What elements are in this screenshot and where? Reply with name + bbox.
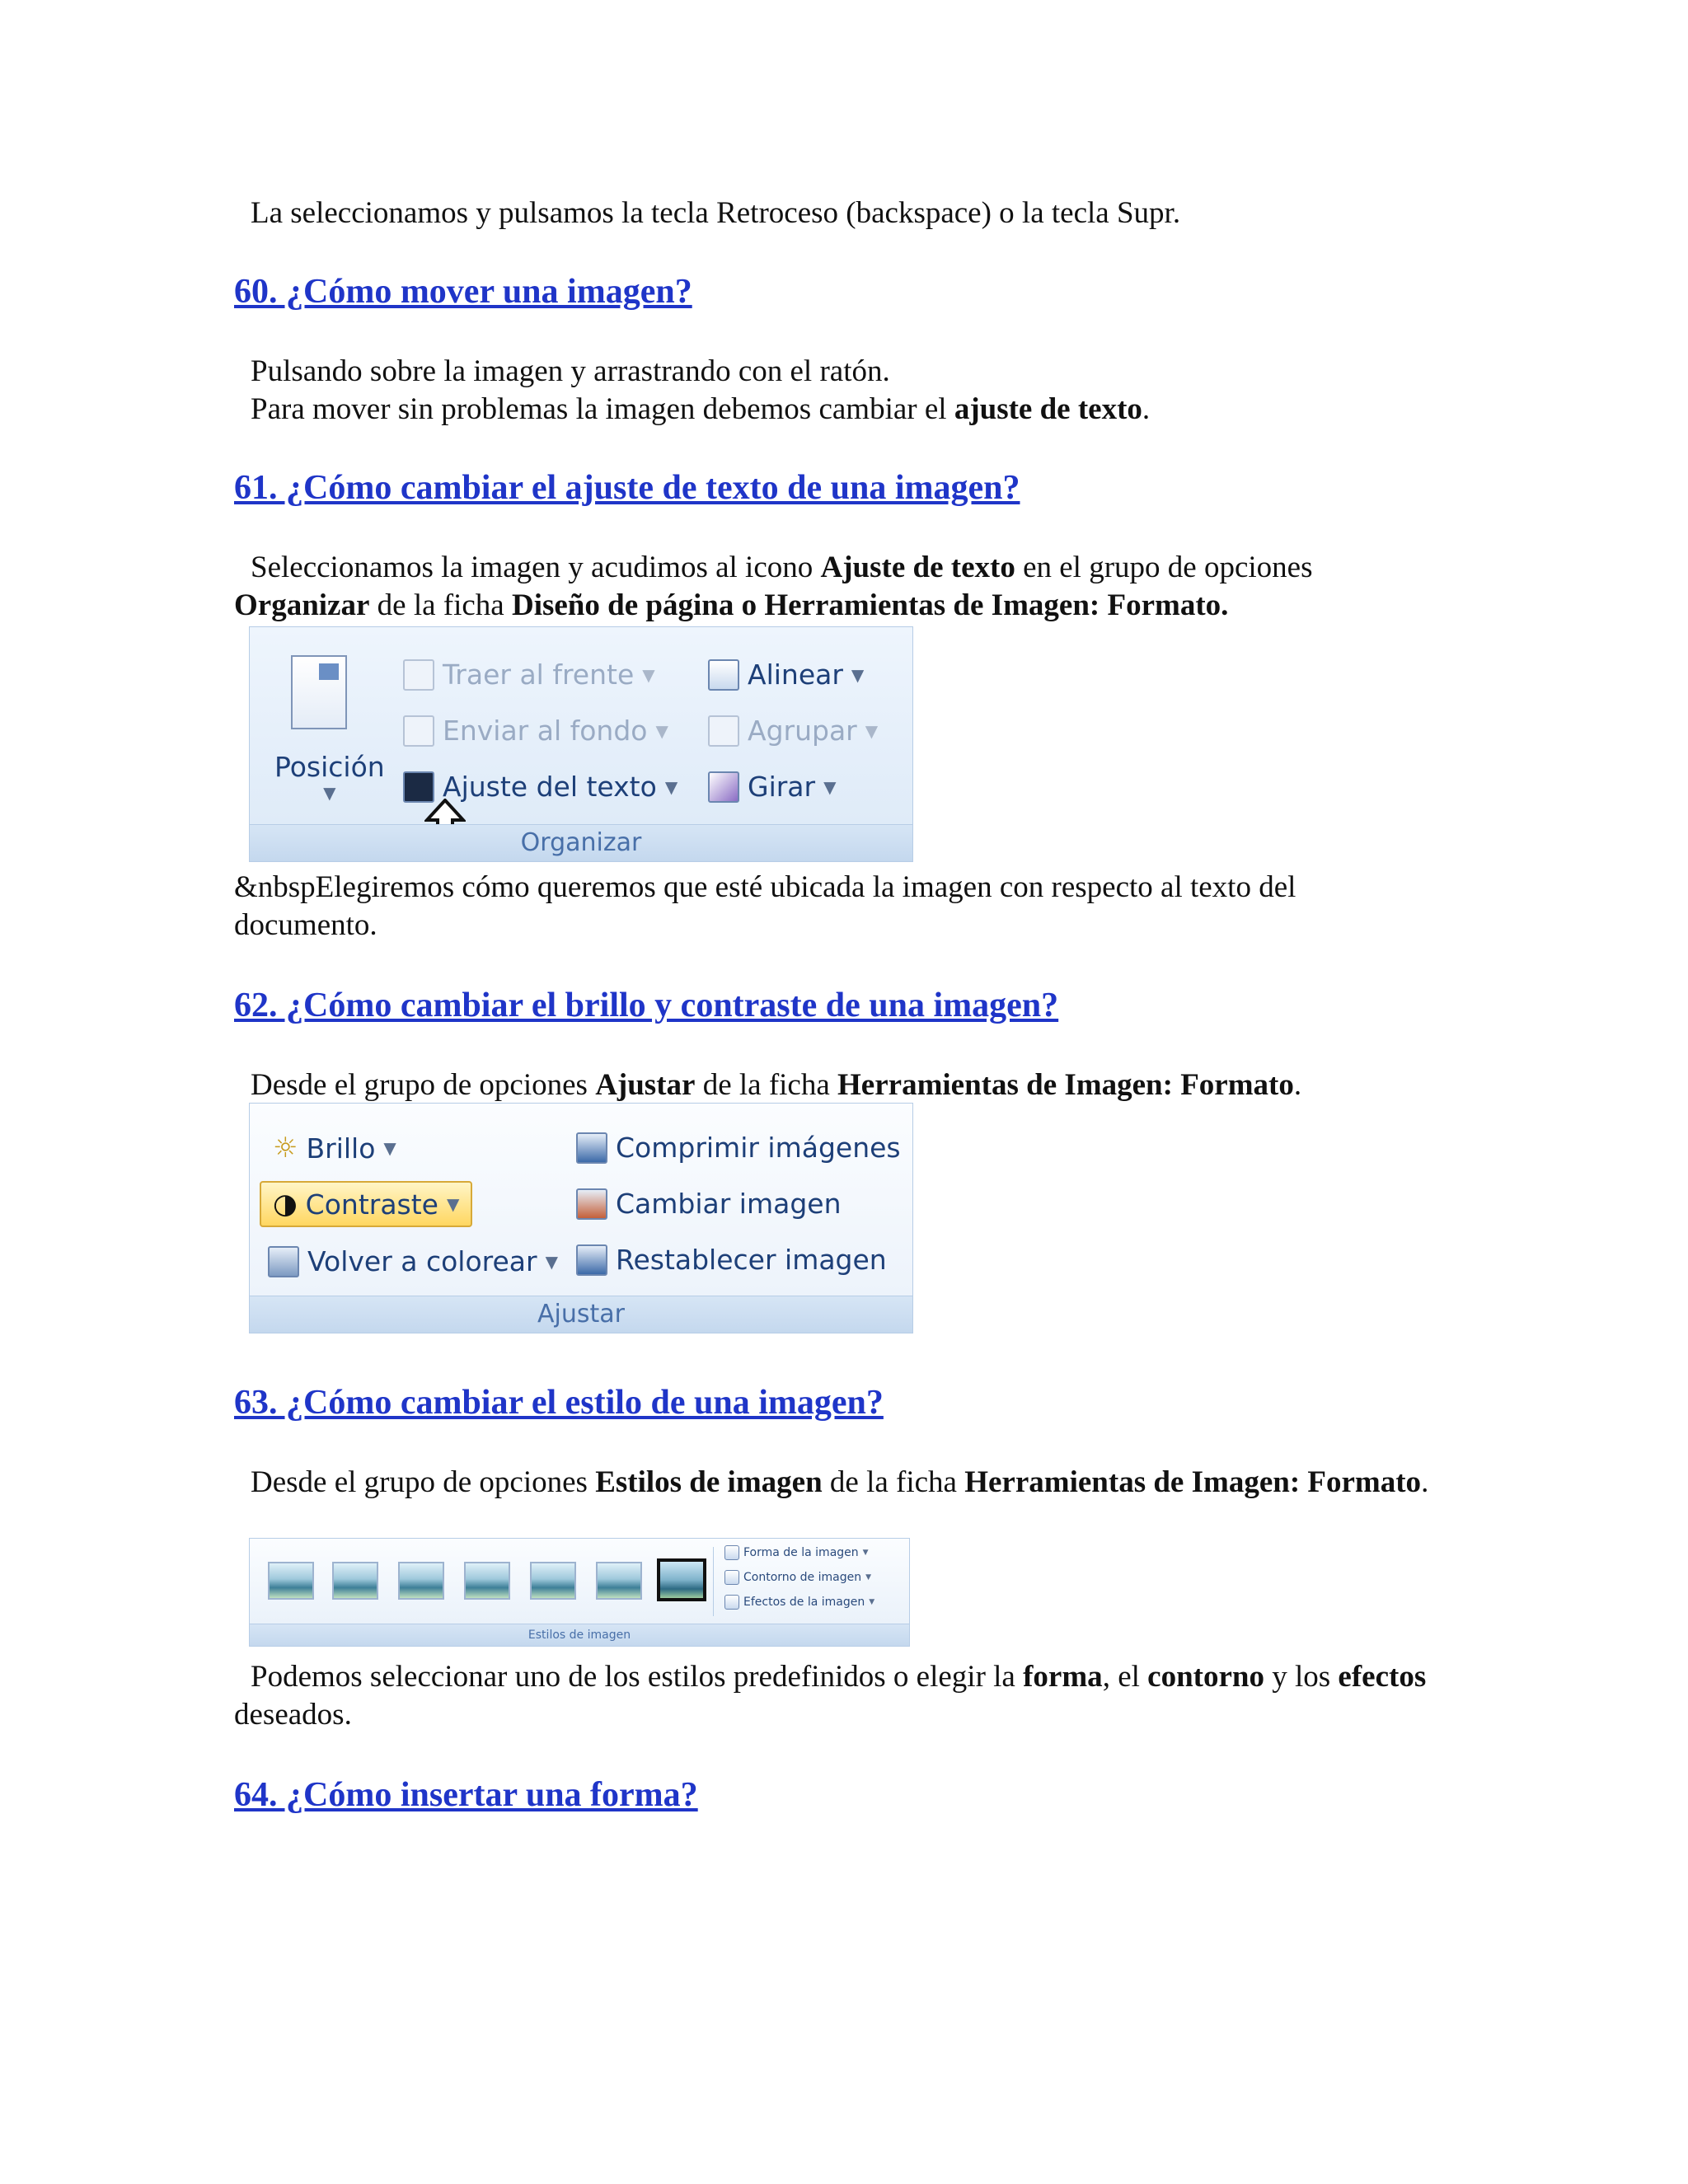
contraste-label: Contraste (305, 1188, 438, 1221)
contrast-icon: ◑ (273, 1188, 298, 1221)
style-thumbnail-selected[interactable] (657, 1558, 706, 1601)
brillo-label: Brillo (306, 1132, 376, 1165)
organizar-group-label: Organizar (250, 824, 912, 861)
heading-62[interactable]: 62. ¿Cómo cambiar el brillo y contraste de una imagen? (234, 987, 1059, 1024)
chevron-down-icon: ▼ (655, 720, 668, 741)
recolor-icon (268, 1246, 299, 1277)
chevron-down-icon: ▼ (545, 1251, 558, 1272)
paragraph-60-line1: Pulsando sobre la imagen y arrastrando con el ratón. (251, 354, 890, 388)
send-backward-icon (403, 715, 434, 747)
style-thumbnail[interactable] (530, 1562, 576, 1600)
enviar-label: Enviar al fondo (443, 715, 648, 747)
ajustar-ribbon-image (249, 1103, 913, 1333)
efectos-label: Efectos de la imagen (743, 1596, 865, 1609)
chevron-down-icon: ▼ (323, 783, 336, 803)
ajuste-label: Ajuste del texto (443, 771, 657, 803)
traer-al-frente-button[interactable] (403, 658, 655, 691)
chevron-down-icon: ▼ (642, 664, 655, 685)
chevron-down-icon: ▼ (869, 1598, 875, 1606)
paragraph-63: Desde el grupo de opciones Estilos de imagen de la ficha Herramientas de Imagen: Formato. (251, 1465, 1429, 1499)
sun-icon: ☼ (273, 1132, 298, 1165)
page-position-icon (291, 655, 347, 729)
style-thumbnail[interactable] (464, 1562, 510, 1600)
volver-a-colorear-button[interactable] (268, 1245, 558, 1277)
style-thumbnail[interactable] (332, 1562, 378, 1600)
estilos-group-label: Estilos de imagen (250, 1624, 909, 1646)
heading-64[interactable]: 64. ¿Cómo insertar una forma? (234, 1776, 698, 1814)
girar-label: Girar (748, 771, 816, 803)
effects-icon (724, 1595, 739, 1610)
cambiar-label: Cambiar imagen (616, 1188, 842, 1220)
heading-61[interactable]: 61. ¿Cómo cambiar el ajuste de texto de una imagen? (234, 469, 1020, 507)
chevron-down-icon: ▼ (862, 1549, 869, 1557)
intro-paragraph: La seleccionamos y pulsamos la tecla Retroceso (backspace) o la tecla Supr. (251, 196, 1181, 230)
paragraph-61-after: &nbspElegiremos cómo queremos que esté ubicada la imagen con respecto al texto del documento. (234, 870, 1296, 942)
comprimir-label: Comprimir imágenes (616, 1132, 901, 1164)
contraste-button[interactable] (260, 1181, 472, 1227)
chevron-down-icon: ▼ (664, 776, 678, 797)
heading-63[interactable]: 63. ¿Cómo cambiar el estilo de una imagen? (234, 1384, 884, 1422)
change-picture-icon (576, 1188, 607, 1220)
shape-icon (724, 1545, 739, 1560)
agrupar-button[interactable] (708, 715, 878, 747)
efectos-de-la-imagen-button[interactable] (724, 1595, 874, 1610)
comprimir-imagenes-button[interactable] (576, 1132, 901, 1164)
posicion-label: Posición (274, 751, 385, 783)
style-thumbnail[interactable] (596, 1562, 642, 1600)
paragraph-62: Desde el grupo de opciones Ajustar de la ficha Herramientas de Imagen: Formato. (251, 1068, 1302, 1102)
paragraph-61: Seleccionamos la imagen y acudimos al icono Ajuste de texto en el grupo de opciones Organizar de la ficha Diseño de página o Herramientas de Imagen: Formato. (234, 551, 1313, 622)
contorno-de-imagen-button[interactable] (724, 1570, 871, 1585)
heading-60[interactable]: 60. ¿Cómo mover una imagen? (234, 273, 692, 311)
volver-label: Volver a colorear (307, 1245, 537, 1277)
paragraph-63-after: Podemos seleccionar uno de los estilos predefinidos o elegir la forma, el contorno y los efectos deseados. (234, 1660, 1427, 1732)
style-thumbnail[interactable] (398, 1562, 444, 1600)
align-icon (708, 659, 739, 691)
chevron-down-icon: ▼ (865, 720, 879, 741)
contorno-label: Contorno de imagen (743, 1571, 862, 1584)
outline-icon (724, 1570, 739, 1585)
reset-picture-icon (576, 1244, 607, 1276)
bring-forward-icon (403, 659, 434, 691)
cambiar-imagen-button[interactable] (576, 1188, 842, 1220)
chevron-down-icon: ▼ (823, 776, 837, 797)
girar-button[interactable] (708, 771, 837, 803)
alinear-button[interactable] (708, 658, 864, 691)
ajustar-group-label: Ajustar (250, 1296, 912, 1333)
enviar-al-fondo-button[interactable] (403, 715, 668, 747)
brillo-button[interactable] (273, 1132, 396, 1165)
organizar-ribbon-image (249, 626, 913, 862)
group-icon (708, 715, 739, 747)
chevron-down-icon: ▼ (851, 664, 865, 685)
forma-de-la-imagen-button[interactable] (724, 1545, 869, 1560)
estilos-ribbon-image (249, 1538, 910, 1647)
rotate-icon (708, 771, 739, 803)
text-wrap-icon (403, 771, 434, 803)
paragraph-60-line2: Para mover sin problemas la imagen debemos cambiar el ajuste de texto. (251, 392, 1151, 426)
restablecer-label: Restablecer imagen (616, 1244, 887, 1276)
compress-icon (576, 1132, 607, 1164)
alinear-label: Alinear (748, 658, 843, 691)
traer-label: Traer al frente (443, 658, 635, 691)
posicion-button[interactable] (274, 751, 385, 803)
forma-label: Forma de la imagen (743, 1546, 859, 1559)
chevron-down-icon: ▼ (446, 1194, 460, 1214)
chevron-down-icon: ▼ (865, 1573, 872, 1582)
style-thumbnail[interactable] (268, 1562, 314, 1600)
chevron-down-icon: ▼ (383, 1138, 396, 1158)
gallery-scroll[interactable] (713, 1547, 720, 1616)
restablecer-imagen-button[interactable] (576, 1244, 887, 1276)
agrupar-label: Agrupar (748, 715, 857, 747)
